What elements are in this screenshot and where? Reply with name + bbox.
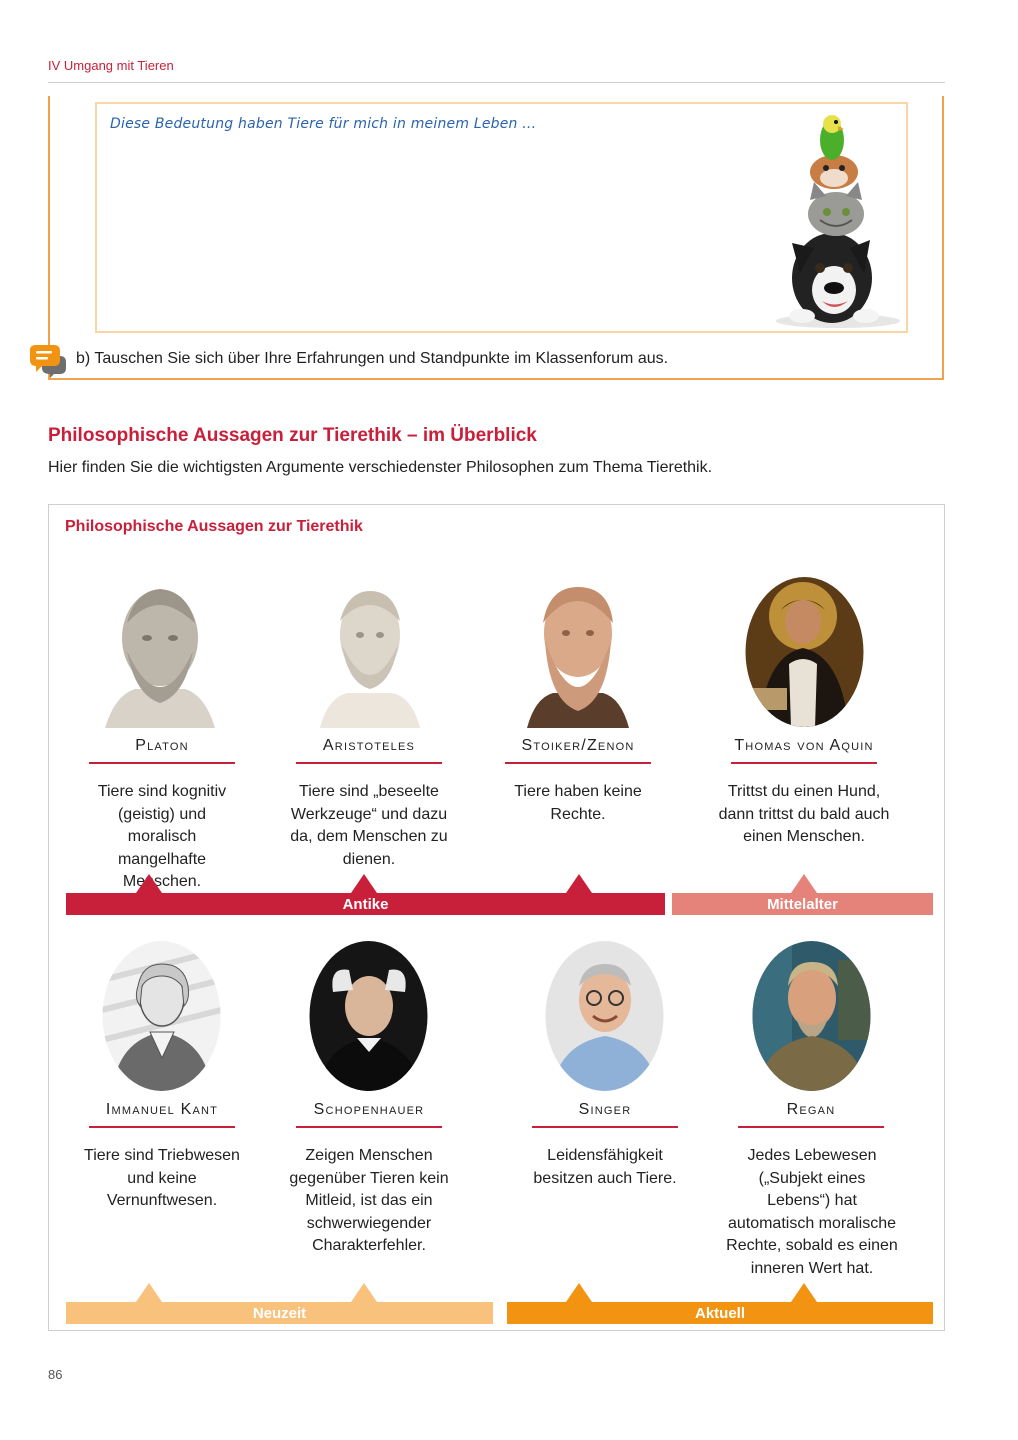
era-pointer <box>791 874 817 893</box>
era-pointer <box>351 874 377 893</box>
section-subtitle: Hier finden Sie die wichtigsten Argumente verschiedenster Philosophen zum Thema Tierethik. <box>48 459 713 476</box>
name-underline <box>532 1126 678 1128</box>
thomas-von-aquin-portrait <box>745 576 864 728</box>
quote-kant: Tiere sind Triebwesen und keine Vernunftwesen. <box>84 1147 240 1209</box>
singer-portrait <box>545 940 664 1092</box>
philosopher-name-stoiker: Stoiker/Zenon <box>521 737 635 754</box>
schopenhauer-portrait <box>309 940 428 1092</box>
quote-schopenhauer: Zeigen Menschen gegenüber Tieren kein Mitleid, ist das ein schwerwiegender Charakterfehler. <box>289 1147 449 1254</box>
name-underline <box>505 762 651 764</box>
chat-forum-icon <box>28 344 66 378</box>
philosopher-name-aristoteles: Aristoteles <box>322 737 416 754</box>
era-pointer <box>566 1283 592 1302</box>
name-underline <box>89 762 235 764</box>
quote-regan: Jedes Lebewesen („Subjekt eines Lebens“) hat automatisch moralische Rechte, sobald es einen inneren Wert hat. <box>726 1147 898 1277</box>
era-pointer <box>136 874 162 893</box>
stoiker-portrait <box>527 583 629 728</box>
chapter-header: IV Umgang mit Tieren <box>48 58 174 73</box>
era-pointer <box>351 1283 377 1302</box>
philosopher-name-kant: Immanuel Kant <box>105 1101 219 1118</box>
quote-singer: Leidensfähigkeit besitzen auch Tiere. <box>533 1147 677 1187</box>
animal-stack-illustration <box>770 108 905 330</box>
name-underline <box>738 1126 884 1128</box>
name-underline <box>296 1126 442 1128</box>
name-underline <box>731 762 877 764</box>
name-underline <box>296 762 442 764</box>
era-pointer <box>136 1283 162 1302</box>
philosopher-name-singer: Singer <box>578 1101 632 1118</box>
quote-thomas: Trittst du einen Hund, dann trittst du bald auch einen Menschen. <box>718 783 890 845</box>
header-rule <box>48 82 945 83</box>
philosopher-name-thomas: Thomas von Aquin <box>734 737 874 754</box>
philosopher-name-schopenhauer: Schopenhauer <box>313 1101 425 1118</box>
task-b-instruction: b) Tauschen Sie sich über Ihre Erfahrungen und Standpunkte im Klassenforum aus. <box>76 350 669 367</box>
aristoteles-portrait <box>320 585 420 728</box>
page-number: 86 <box>48 1367 63 1382</box>
panel-title: Philosophische Aussagen zur Tierethik <box>65 518 363 535</box>
regan-portrait <box>752 940 871 1092</box>
platon-portrait <box>105 583 215 728</box>
philosopher-name-regan: Regan <box>786 1101 836 1118</box>
era-pointer <box>566 874 592 893</box>
philosopher-name-platon: Platon <box>135 737 189 754</box>
quote-platon: Tiere sind kognitiv (geistig) und moralisch mangelhafte Menschen. <box>97 783 227 890</box>
era-pointer <box>791 1283 817 1302</box>
era-bar-aktuell: Aktuell <box>507 1302 933 1324</box>
name-underline <box>89 1126 235 1128</box>
kant-portrait <box>102 940 221 1092</box>
quote-aristoteles: Tiere sind „beseelte Werkzeuge“ und dazu da, dem Menschen zu dienen. <box>290 783 448 868</box>
section-title: Philosophische Aussagen zur Tierethik – im Überblick <box>48 425 537 446</box>
writing-prompt: Diese Bedeutung haben Tiere für mich in meinem Leben ... <box>110 116 537 132</box>
quote-stoiker: Tiere haben keine Rechte. <box>514 783 642 823</box>
era-bar-antike: Antike <box>66 893 665 915</box>
era-bar-mittelalter: Mittelalter <box>672 893 933 915</box>
era-bar-neuzeit: Neuzeit <box>66 1302 493 1324</box>
